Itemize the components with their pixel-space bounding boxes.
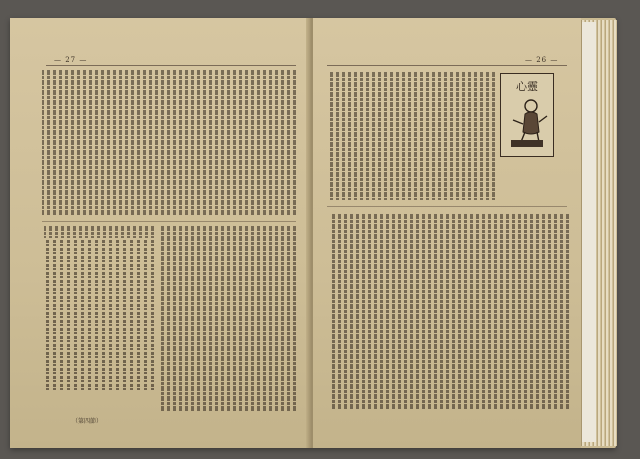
right-page	[313, 18, 581, 448]
seated-figure-illustration	[501, 74, 553, 156]
left-page-number: — 27 —	[54, 56, 88, 64]
logo-text: 心靈	[516, 80, 538, 93]
open-book-spread	[10, 18, 616, 448]
right-page-number: — 26 —	[525, 56, 559, 64]
left-header-rule	[46, 65, 296, 66]
left-english-passage	[44, 240, 154, 390]
right-lower-text-block	[329, 214, 569, 410]
left-lower-text-strip	[44, 226, 154, 238]
right-header-rule	[327, 65, 567, 66]
right-section-divider	[327, 206, 567, 207]
left-section-divider	[42, 221, 296, 222]
left-page	[10, 18, 310, 448]
right-upper-text-block	[329, 72, 495, 200]
left-upper-text-block	[42, 70, 296, 215]
kokoro-column-logo	[500, 73, 554, 157]
left-closing-mark: （第四節）	[72, 418, 103, 425]
left-lower-japanese-text	[160, 226, 296, 411]
inserted-white-sheet	[582, 22, 596, 442]
